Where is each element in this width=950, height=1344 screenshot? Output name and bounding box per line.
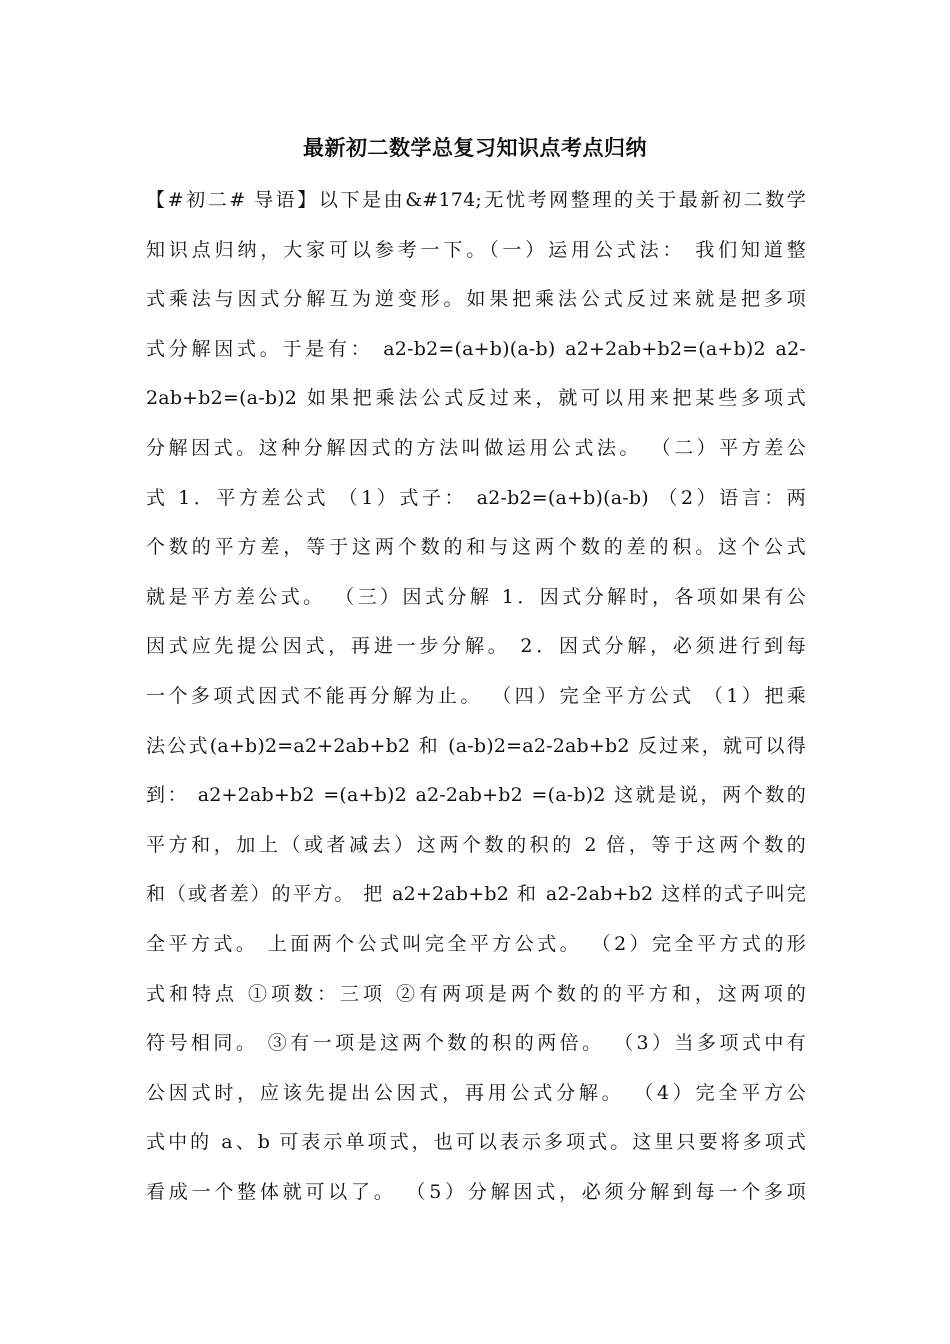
- text-line: 式中的 a、b 可表示单项式，也可以表示多项式。这里只要将多项式: [146, 1131, 806, 1154]
- text-line: 法公式(a+b)2=a2+2ab+b2 和 (a-b)2=a2-2ab+b2 反过来，就可以得: [146, 734, 806, 757]
- text-line: 分解因式。这种分解因式的方法叫做运用公式法。 （二）平方差公: [146, 436, 806, 459]
- text-line: 式乘法与因式分解互为逆变形。如果把乘法公式反过来就是把多项: [146, 288, 806, 311]
- text-line: 到： a2+2ab+b2 =(a+b)2 a2-2ab+b2 =(a-b)2 这就是说，两个数的: [146, 784, 806, 807]
- text-line: 式分解因式。于是有： a2-b2=(a+b)(a-b) a2+2ab+b2=(a+b)2 a2-: [146, 337, 806, 360]
- text-line: 就是平方差公式。 （三）因式分解 1．因式分解时，各项如果有公: [146, 585, 806, 608]
- text-line: 式和特点 ①项数：三项 ②有两项是两个数的的平方和，这两项的: [146, 982, 806, 1005]
- text-line: 平方和，加上（或者减去）这两个数的积的 2 倍，等于这两个数的: [146, 833, 806, 856]
- text-line: 【#初二# 导语】以下是由&#174;无忧考网整理的关于最新初二数学: [146, 189, 806, 211]
- text-line: 2ab+b2=(a-b)2 如果把乘法公式反过来，就可以用来把某些多项式: [146, 387, 806, 410]
- text-line: 因式应先提公因式，再进一步分解。 2．因式分解，必须进行到每: [146, 635, 806, 658]
- text-line: 一个多项式因式不能再分解为止。 （四）完全平方公式 （1）把乘: [146, 684, 806, 707]
- text-line: 看成一个整体就可以了。 （5）分解因式，必须分解到每一个多项: [146, 1180, 806, 1203]
- text-line: 知识点归纳，大家可以参考一下。（一）运用公式法： 我们知道整: [146, 238, 806, 261]
- text-line: 符号相同。 ③有一项是这两个数的积的两倍。 （3）当多项式中有: [146, 1032, 806, 1055]
- document-body: [146, 180, 806, 1221]
- text-line: 个数的平方差，等于这两个数的和与这两个数的差的积。这个公式: [146, 536, 806, 559]
- text-line: 和（或者差）的平方。 把 a2+2ab+b2 和 a2-2ab+b2 这样的式子叫完: [146, 883, 806, 906]
- text-line: 式 1．平方差公式 （1）式子： a2-b2=(a+b)(a-b) （2）语言：两: [146, 486, 806, 509]
- text-line: 全平方式。 上面两个公式叫完全平方公式。 （2）完全平方式的形: [146, 932, 806, 955]
- document-title: 最新初二数学总复习知识点考点归纳: [303, 136, 647, 160]
- text-line: 公因式时，应该先提出公因式，再用公式分解。 （4）完全平方公: [146, 1081, 806, 1104]
